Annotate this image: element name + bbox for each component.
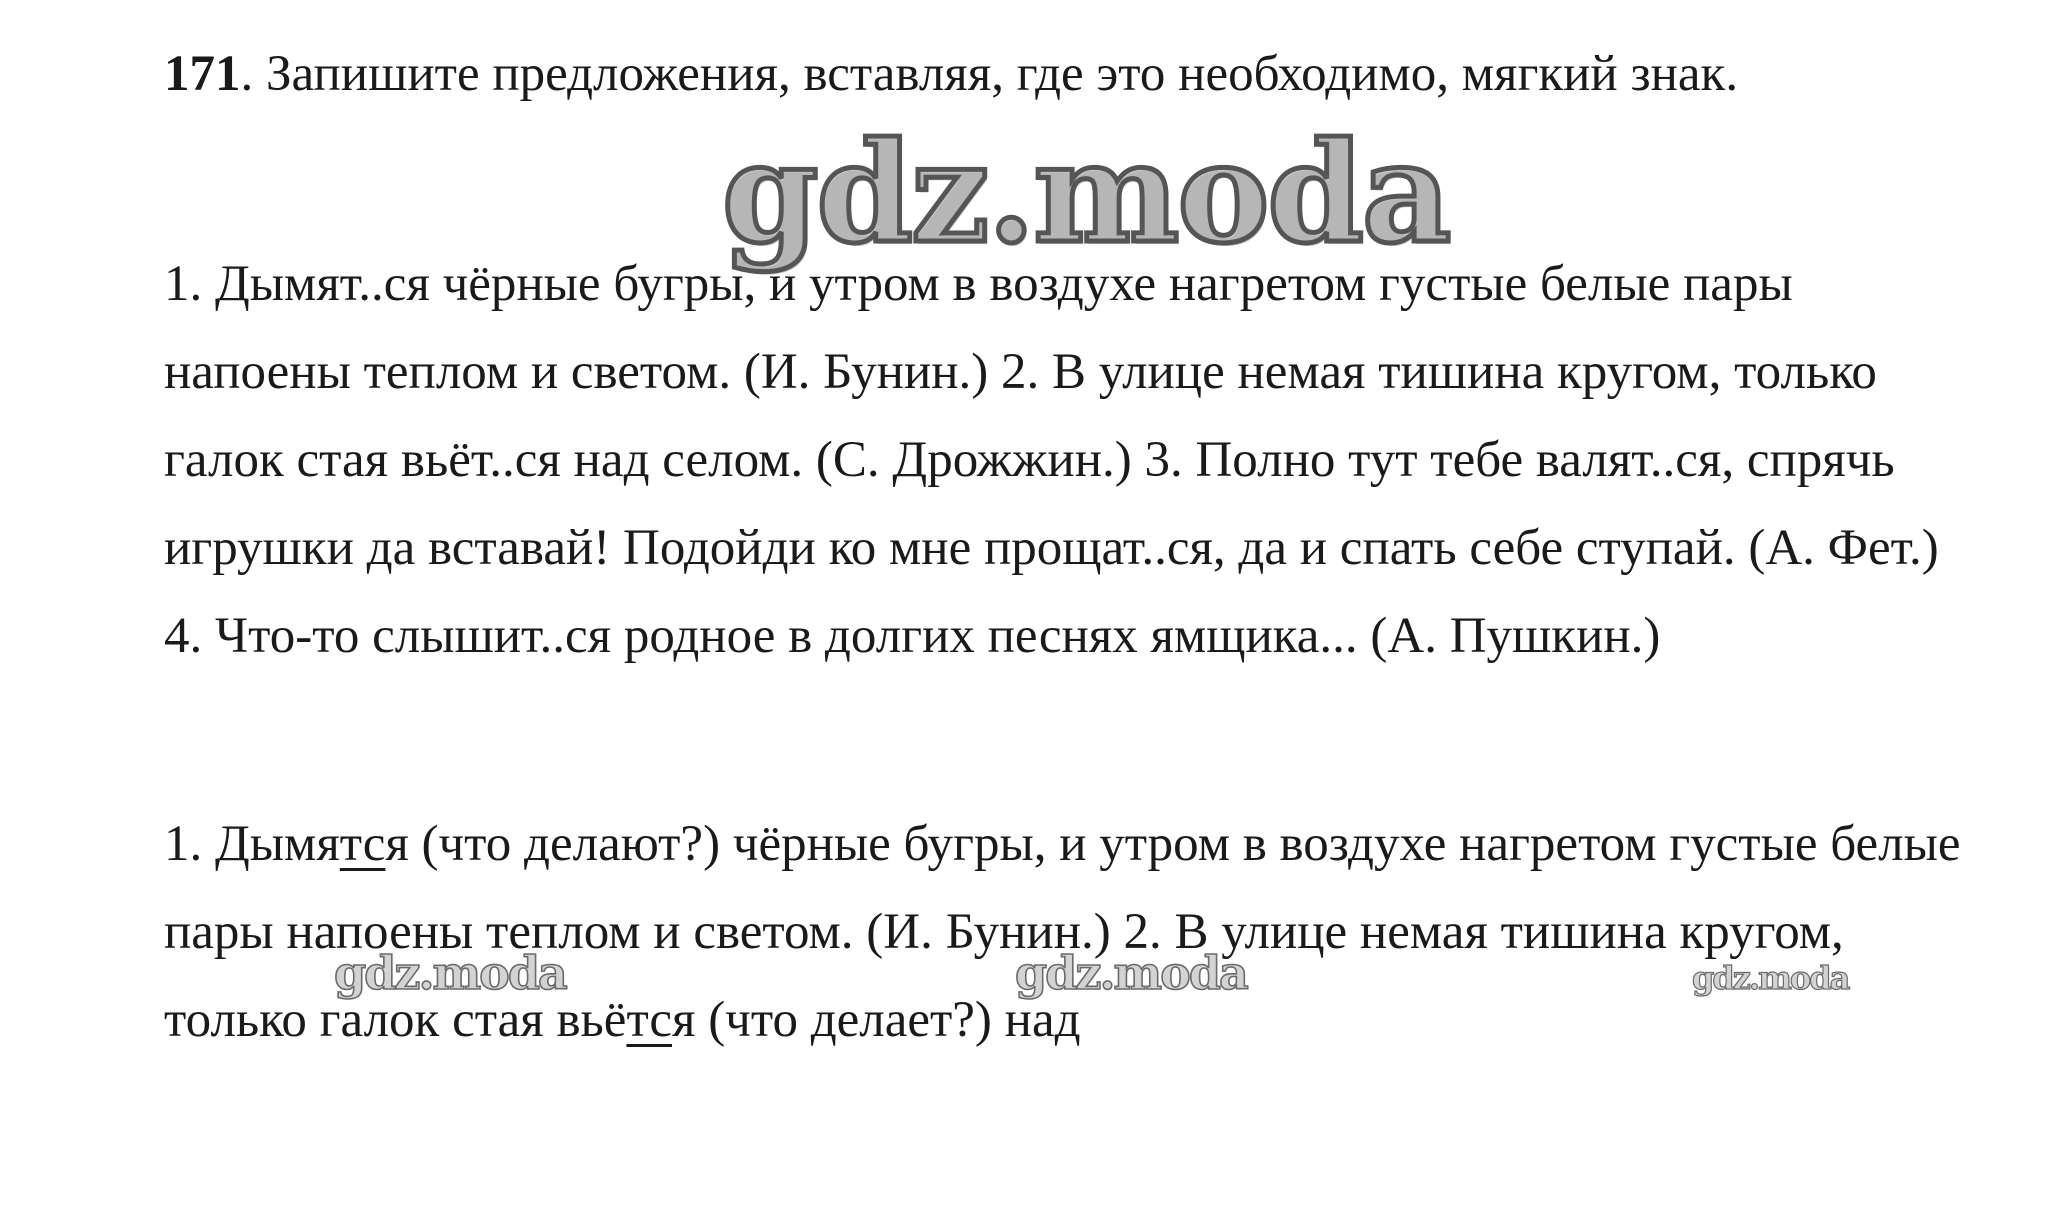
underlined-letters: тс — [626, 992, 672, 1048]
exercise-text: 1. Дымят..ся чёрные бугры, и утром в воздухе нагретом густые белые пары напоены теплом и светом. (И. Бунин.) 2. В улице немая тишина кругом, только галок стая вьёт..ся над селом. (С. Дрожжин.) 3. Полно тут тебе валят..ся, спрячь игрушки да вставай! Подойди ко мне прощат..ся, да и спать себе ступай. (А. Фет.) 4. Что-то слышит..ся родное в долгих песнях ямщика... (А. Пушкин.) — [164, 256, 1939, 664]
watermark-logo: gdz.moda — [1692, 959, 1849, 997]
answer-text — [164, 800, 1964, 1064]
task-instruction: . Запишите предложения, вставляя, где это необходимо, мягкий знак. — [240, 46, 1739, 102]
watermark-logo: gdz.moda — [722, 111, 1450, 274]
answer-part: я (что делает?) над — [671, 992, 1081, 1048]
underlined-letters: тс — [339, 816, 386, 872]
watermark-logo: gdz.moda — [1015, 946, 1247, 1000]
task-header — [164, 30, 1964, 118]
answer-part: 1. Дымя — [164, 816, 340, 872]
task-number: 171 — [164, 46, 241, 102]
answer-part: я (что делают?) чёрные бугры, и утром в воздухе нагретом густые белые пары напоены теплом и светом. (И. Бунин.) 2. В улице немая тишина кругом, только галок стая вьё — [164, 816, 1961, 1048]
watermark-logo: gdz.moda — [334, 946, 566, 1000]
